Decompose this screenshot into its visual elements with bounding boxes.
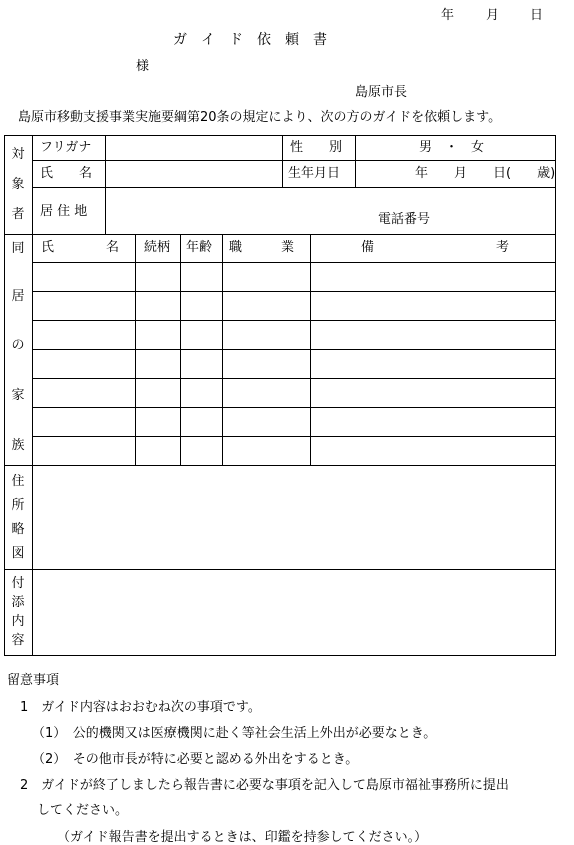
date-day: 日 — [530, 8, 544, 23]
request-form — [4, 135, 556, 656]
map-side-label-1: 住 — [11, 474, 25, 489]
family-row-1 — [33, 263, 555, 291]
family-row-4 — [33, 350, 555, 378]
gender-options: 男 ・ 女 — [419, 140, 485, 155]
notes-heading: 留意事項 — [7, 673, 60, 688]
family-side-label-2: 居 — [11, 289, 25, 304]
map-side-label-3: 略 — [11, 522, 25, 537]
date-line — [0, 4, 574, 23]
notes-item-1-sub-2: （2） その他市長が特に必要と認める外出をするとき。 — [32, 752, 359, 767]
family-row-6 — [33, 408, 555, 436]
target-side-label-1: 対 — [11, 147, 25, 162]
attach-side-label-1: 付 — [11, 576, 25, 591]
address-label: 居 住 地 — [40, 204, 88, 219]
map-side-label — [8, 465, 28, 569]
family-row-7 — [33, 437, 555, 465]
map-side-label-4: 図 — [11, 546, 25, 561]
family-header-age: 年齢 — [186, 240, 213, 255]
attach-side-label-2: 添 — [11, 595, 25, 610]
family-header-name: 氏 名 — [41, 240, 120, 255]
target-side-label-3: 者 — [11, 207, 25, 222]
furigana-label: フリガナ — [40, 140, 92, 155]
phone-label: 電話番号 — [378, 212, 431, 227]
intro-text: 島原市移動支援事業実施要綱第20条の規定により、次の方のガイドを依頼します。 — [18, 110, 502, 125]
family-row-2 — [33, 292, 555, 320]
family-side-label-1: 同 — [11, 241, 25, 256]
map-area — [33, 466, 555, 569]
family-header-job: 職 業 — [229, 240, 295, 255]
document-title: ガ イ ド 依 頼 書 — [173, 32, 327, 48]
family-header-remarks-left: 備 — [361, 240, 375, 255]
family-row-3 — [33, 321, 555, 349]
notes-item-2-line-2: してください。 — [37, 803, 129, 818]
attach-side-label-3: 内 — [11, 614, 25, 629]
family-side-label — [8, 234, 28, 465]
target-side-label — [8, 136, 28, 234]
date-year: 年 — [441, 8, 455, 23]
notes-item-2-line-1: 2 ガイドが終了しましたら報告書に必要な事項を記入して島原市福祉事務所に提出 — [20, 778, 509, 793]
date-month: 月 — [486, 8, 500, 23]
addressee-suffix: 様 — [136, 59, 150, 74]
birth-value: 年 月 日( 歳) — [415, 166, 556, 181]
birth-label: 生年月日 — [288, 166, 341, 181]
name-label: 氏 名 — [40, 166, 93, 181]
family-header-remarks-right: 考 — [496, 240, 510, 255]
family-side-label-3: の — [11, 338, 25, 353]
issuer: 島原市長 — [355, 85, 408, 100]
family-row-5 — [33, 379, 555, 407]
family-side-label-5: 族 — [11, 438, 25, 453]
attach-area — [33, 570, 555, 656]
notes-item-1-sub-1: （1） 公的機関又は医療機関に赴く等社会生活上外出が必要なとき。 — [32, 726, 437, 741]
gender-label: 性 別 — [290, 140, 343, 155]
notes-item-1: 1 ガイド内容はおおむね次の事項です。 — [20, 700, 261, 715]
target-side-label-2: 象 — [11, 177, 25, 192]
notes-item-2-paren: （ガイド報告書を提出するときは、印鑑を持参してください。） — [57, 830, 428, 845]
map-side-label-2: 所 — [11, 498, 25, 513]
family-header-relation: 続柄 — [144, 240, 171, 255]
attach-side-label-4: 容 — [11, 633, 25, 648]
attach-side-label — [8, 569, 28, 656]
family-side-label-4: 家 — [11, 388, 25, 403]
